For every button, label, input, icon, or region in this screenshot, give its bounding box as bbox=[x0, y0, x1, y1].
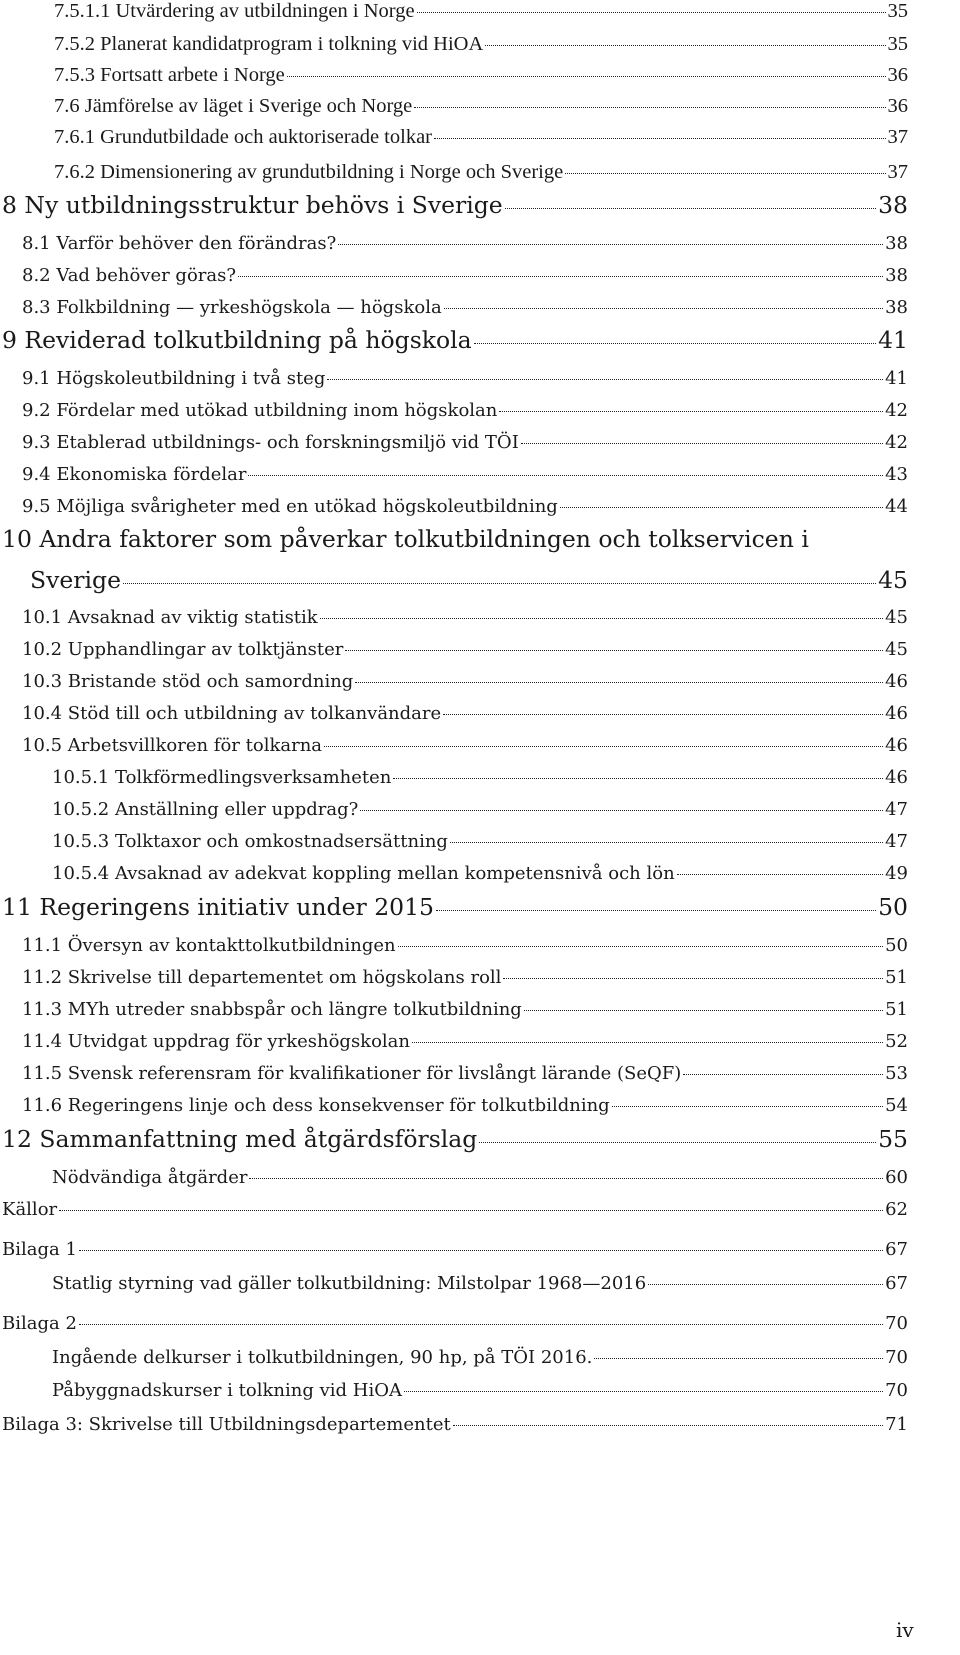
toc-entry[interactable] bbox=[2, 326, 908, 354]
toc-entry-title: 10.5.3 Tolktaxor och omkostnadsersättning bbox=[52, 831, 448, 852]
dot-leader bbox=[443, 714, 883, 715]
toc-entry-title: Nödvändiga åtgärder bbox=[52, 1167, 248, 1188]
dot-leader bbox=[505, 208, 876, 209]
toc-entry-page: 47 bbox=[885, 799, 908, 820]
toc-entry-title: 7.5.1.1 Utvärdering av utbildningen i Norge bbox=[54, 0, 415, 22]
toc-entry-title: Bilaga 3: Skrivelse till Utbildningsdepartementet bbox=[2, 1414, 451, 1435]
dot-leader bbox=[79, 1324, 883, 1325]
dot-leader bbox=[398, 946, 883, 947]
toc-entry[interactable] bbox=[22, 703, 908, 724]
dot-leader bbox=[436, 910, 876, 911]
dot-leader bbox=[450, 842, 883, 843]
toc-entry-title: 9 Reviderad tolkutbildning på högskola bbox=[2, 326, 472, 354]
toc-entry[interactable] bbox=[22, 1063, 908, 1084]
toc-entry-title: 11.4 Utvidgat uppdrag för yrkeshögskolan bbox=[22, 1031, 411, 1052]
toc-entry-page: 42 bbox=[885, 400, 908, 421]
toc-entry[interactable] bbox=[52, 1167, 908, 1188]
toc-entry-page: 71 bbox=[885, 1414, 908, 1435]
toc-entry[interactable] bbox=[22, 496, 908, 517]
toc-entry-title-continued: Sverige bbox=[30, 566, 121, 594]
toc-entry-title: 9.2 Fördelar med utökad utbildning inom högskolan bbox=[22, 400, 498, 421]
dot-leader bbox=[414, 107, 885, 108]
toc-entry-page: 51 bbox=[885, 967, 908, 988]
dot-leader bbox=[524, 1010, 883, 1011]
toc-entry[interactable] bbox=[22, 1031, 908, 1052]
toc-entry-title: 12 Sammanfattning med åtgärdsförslag bbox=[2, 1125, 478, 1153]
toc-entry[interactable] bbox=[54, 33, 908, 56]
toc-entry[interactable] bbox=[22, 400, 908, 421]
toc-entry-page: 55 bbox=[878, 1125, 908, 1153]
dot-leader bbox=[594, 1358, 883, 1359]
toc-entry-page: 70 bbox=[885, 1380, 908, 1401]
toc-entry-title: 11.3 MYh utreder snabbspår och längre tolkutbildning bbox=[22, 999, 522, 1020]
toc-entry-page: 38 bbox=[885, 265, 908, 286]
toc-entry[interactable] bbox=[52, 1347, 908, 1368]
toc-entry-page: 50 bbox=[878, 893, 908, 921]
dot-leader bbox=[327, 379, 883, 380]
toc-entry-page: 45 bbox=[878, 566, 908, 594]
toc-entry-page: 45 bbox=[885, 639, 908, 660]
toc-entry[interactable] bbox=[22, 671, 908, 692]
toc-entry[interactable] bbox=[22, 735, 908, 756]
toc-entry[interactable] bbox=[22, 368, 908, 389]
dot-leader bbox=[287, 76, 886, 77]
toc-entry[interactable] bbox=[22, 639, 908, 660]
toc-entry[interactable] bbox=[22, 1095, 908, 1116]
toc-entry-title: 10.5.1 Tolkförmedlingsverksamheten bbox=[52, 767, 392, 788]
toc-entry[interactable] bbox=[54, 126, 908, 149]
toc-entry[interactable] bbox=[54, 95, 908, 118]
toc-entry-page: 67 bbox=[885, 1273, 908, 1294]
toc-entry[interactable] bbox=[52, 831, 908, 852]
dot-leader bbox=[499, 411, 883, 412]
toc-entry-title: Statlig styrning vad gäller tolkutbildning: Milstolpar 1968—2016 bbox=[52, 1273, 647, 1294]
dot-leader bbox=[648, 1284, 883, 1285]
toc-entry-page: 37 bbox=[887, 161, 908, 183]
toc-entry-page: 37 bbox=[887, 126, 908, 148]
toc-entry-title: 10.5.2 Anställning eller uppdrag? bbox=[52, 799, 359, 820]
dot-leader bbox=[474, 343, 876, 344]
toc-entry-page: 52 bbox=[885, 1031, 908, 1052]
toc-entry[interactable] bbox=[54, 64, 908, 87]
toc-entry-title: 11.1 Översyn av kontakttolkutbildningen bbox=[22, 935, 396, 956]
dot-leader bbox=[412, 1042, 883, 1043]
toc-entry-page: 47 bbox=[885, 831, 908, 852]
toc-entry-page: 51 bbox=[885, 999, 908, 1020]
toc-entry[interactable] bbox=[2, 191, 908, 219]
dot-leader bbox=[485, 45, 885, 46]
toc-entry-title: 9.4 Ekonomiska fördelar bbox=[22, 464, 247, 485]
toc-entry-title: 9.5 Möjliga svårigheter med en utökad högskoleutbildning bbox=[22, 496, 558, 517]
toc-entry-page: 60 bbox=[885, 1167, 908, 1188]
toc-entry-title: 8 Ny utbildningsstruktur behövs i Sverige bbox=[2, 191, 503, 219]
toc-entry[interactable] bbox=[22, 999, 908, 1020]
page-number: iv bbox=[896, 1618, 914, 1642]
toc-entry-page: 41 bbox=[878, 326, 908, 354]
toc-entry-title: 9.1 Högskoleutbildning i två steg bbox=[22, 368, 326, 389]
toc-entry-title: Ingående delkurser i tolkutbildningen, 90 hp, på TÖI 2016. bbox=[52, 1347, 593, 1368]
toc-entry-title: 11.6 Regeringens linje och dess konsekvenser för tolkutbildning bbox=[22, 1095, 610, 1116]
toc-entry[interactable] bbox=[2, 1414, 908, 1435]
toc-entry[interactable] bbox=[52, 1380, 908, 1401]
toc-entry-title: 10.4 Stöd till och utbildning av tolkanvändare bbox=[22, 703, 442, 724]
toc-entry-title: 8.1 Varför behöver den förändras? bbox=[22, 233, 337, 254]
dot-leader bbox=[59, 1210, 883, 1211]
toc-entry-title: 9.3 Etablerad utbildnings- och forskningsmiljö vid TÖI bbox=[22, 432, 519, 453]
dot-leader bbox=[503, 978, 883, 979]
toc-entry-title: 7.5.2 Planerat kandidatprogram i tolkning vid HiOA bbox=[54, 33, 484, 55]
toc-entry-page: 38 bbox=[885, 233, 908, 254]
dot-leader bbox=[338, 244, 883, 245]
toc-entry[interactable] bbox=[54, 0, 908, 23]
toc-entry-page: 46 bbox=[885, 703, 908, 724]
toc-entry-page: 54 bbox=[885, 1095, 908, 1116]
toc-entry[interactable] bbox=[2, 1239, 908, 1260]
dot-leader bbox=[677, 874, 883, 875]
dot-leader bbox=[404, 1391, 883, 1392]
toc-entry-title: 11.2 Skrivelse till departementet om högskolans roll bbox=[22, 967, 502, 988]
toc-entry-title: 10.5.4 Avsaknad av adekvat koppling mellan kompetensnivå och lön bbox=[52, 863, 675, 884]
toc-entry[interactable] bbox=[2, 1199, 908, 1220]
toc-entry-title: 11.5 Svensk referensram för kvalifikationer för livslångt lärande (SeQF) bbox=[22, 1063, 682, 1084]
toc-entry[interactable] bbox=[22, 607, 908, 628]
toc-entry[interactable] bbox=[22, 233, 908, 254]
toc-entry-page: 70 bbox=[885, 1347, 908, 1368]
dot-leader bbox=[683, 1074, 883, 1075]
dot-leader bbox=[612, 1106, 883, 1107]
toc-entry-title: Källor bbox=[2, 1199, 58, 1220]
toc-entry[interactable] bbox=[52, 799, 908, 820]
toc-entry-page: 38 bbox=[878, 191, 908, 219]
dot-leader bbox=[560, 507, 883, 508]
toc-entry[interactable] bbox=[54, 161, 908, 184]
toc-entry-title: 10 Andra faktorer som påverkar tolkutbildningen och tolkservicen i bbox=[2, 525, 809, 553]
toc-entry-page: 35 bbox=[887, 33, 908, 55]
toc-entry-title: 8.3 Folkbildning — yrkeshögskola — högskola bbox=[22, 297, 442, 318]
toc-entry-page: 49 bbox=[885, 863, 908, 884]
toc-entry[interactable] bbox=[22, 464, 908, 485]
toc-entry-title: 10.3 Bristande stöd och samordning bbox=[22, 671, 354, 692]
toc-entry[interactable] bbox=[2, 893, 908, 921]
toc-entry[interactable] bbox=[52, 767, 908, 788]
toc-entry[interactable] bbox=[52, 1273, 908, 1294]
toc-entry-page: 44 bbox=[885, 496, 908, 517]
toc-entry[interactable] bbox=[22, 265, 908, 286]
dot-leader bbox=[417, 12, 886, 13]
toc-entry-page: 38 bbox=[885, 297, 908, 318]
toc-entry-page: 43 bbox=[885, 464, 908, 485]
toc-entry-page: 53 bbox=[885, 1063, 908, 1084]
toc-entry[interactable] bbox=[22, 967, 908, 988]
toc-entry-title: 7.6.1 Grundutbildade och auktoriserade tolkar bbox=[54, 126, 432, 148]
dot-leader bbox=[79, 1250, 883, 1251]
toc-entry-title: 11 Regeringens initiativ under 2015 bbox=[2, 893, 434, 921]
dot-leader bbox=[521, 443, 883, 444]
toc-entry[interactable] bbox=[2, 1125, 908, 1153]
toc-entry-page: 46 bbox=[885, 767, 908, 788]
toc-entry-title: 7.5.3 Fortsatt arbete i Norge bbox=[54, 64, 285, 86]
toc-entry[interactable] bbox=[22, 935, 908, 956]
toc-entry-page: 42 bbox=[885, 432, 908, 453]
toc-entry-page: 62 bbox=[885, 1199, 908, 1220]
toc-entry-title: 7.6 Jämförelse av läget i Sverige och Norge bbox=[54, 95, 413, 117]
toc-entry-page: 46 bbox=[885, 671, 908, 692]
toc-entry-title: Bilaga 1 bbox=[2, 1239, 77, 1260]
toc-entry-page: 46 bbox=[885, 735, 908, 756]
toc-entry-title: 10.2 Upphandlingar av tolktjänster bbox=[22, 639, 344, 660]
toc-entry[interactable] bbox=[22, 432, 908, 453]
toc-entry-title: 10.5 Arbetsvillkoren för tolkarna bbox=[22, 735, 323, 756]
toc-entry-title: Bilaga 2 bbox=[2, 1313, 77, 1334]
dot-leader bbox=[360, 810, 883, 811]
dot-leader bbox=[248, 475, 883, 476]
toc-entry-title: 7.6.2 Dimensionering av grundutbildning i Norge och Sverige bbox=[54, 161, 564, 183]
toc-entry-title: Påbyggnadskurser i tolkning vid HiOA bbox=[52, 1380, 402, 1401]
dot-leader bbox=[479, 1142, 876, 1143]
dot-leader bbox=[320, 618, 883, 619]
dot-leader bbox=[444, 308, 883, 309]
toc-entry-page: 36 bbox=[887, 64, 908, 86]
toc-entry[interactable] bbox=[30, 566, 908, 594]
toc-entry-page: 50 bbox=[885, 935, 908, 956]
toc-entry-page: 45 bbox=[885, 607, 908, 628]
dot-leader bbox=[123, 583, 876, 584]
toc-entry[interactable] bbox=[22, 297, 908, 318]
toc-entry-title: 10.1 Avsaknad av viktig statistik bbox=[22, 607, 318, 628]
dot-leader bbox=[324, 746, 883, 747]
dot-leader bbox=[249, 1178, 883, 1179]
dot-leader bbox=[565, 173, 885, 174]
toc-entry-page: 41 bbox=[885, 368, 908, 389]
toc-entry-page: 36 bbox=[887, 95, 908, 117]
dot-leader bbox=[345, 650, 883, 651]
toc-entry-page: 70 bbox=[885, 1313, 908, 1334]
toc-entry[interactable] bbox=[52, 863, 908, 884]
dot-leader bbox=[355, 682, 883, 683]
toc-entry-title: 8.2 Vad behöver göras? bbox=[22, 265, 237, 286]
dot-leader bbox=[238, 276, 883, 277]
dot-leader bbox=[434, 138, 886, 139]
toc-entry-page: 67 bbox=[885, 1239, 908, 1260]
dot-leader bbox=[453, 1425, 883, 1426]
toc-entry[interactable] bbox=[2, 1313, 908, 1334]
dot-leader bbox=[393, 778, 883, 779]
toc-entry-page: 35 bbox=[887, 0, 908, 22]
